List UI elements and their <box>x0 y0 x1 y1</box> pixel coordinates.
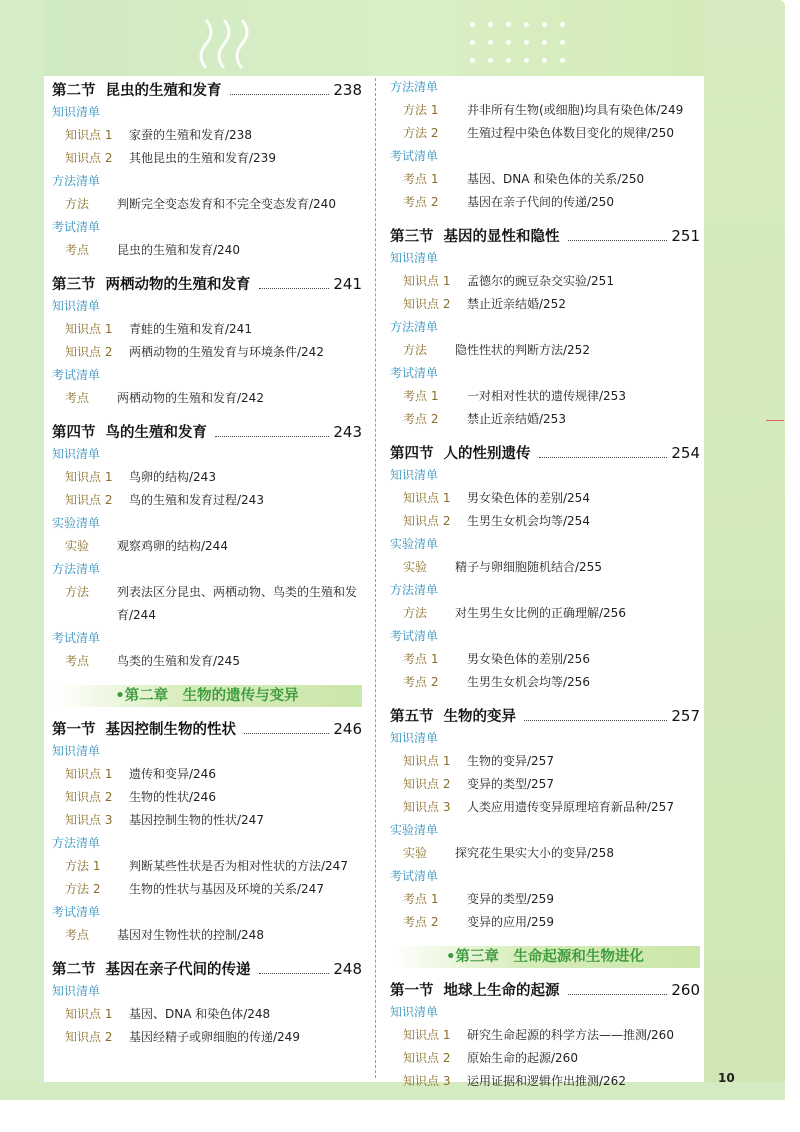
entry-tag: 方法 1 <box>403 103 439 117</box>
entry-text: 生男生女机会均等/254 <box>467 514 590 528</box>
dot-leader <box>230 94 330 95</box>
entry-text: 两栖动物的生殖和发育/242 <box>117 391 264 405</box>
toc-entry[interactable] <box>390 293 700 316</box>
entry-text: 其他昆虫的生殖和发育/239 <box>129 151 276 165</box>
dot-decoration <box>542 22 547 27</box>
category-label: 实验清单 <box>390 823 439 837</box>
toc-entry[interactable] <box>390 671 700 694</box>
entry-tag: 知识点 2 <box>65 790 113 804</box>
entry-text: 探究花生果实大小的变异/258 <box>455 846 614 860</box>
entry-tag: 知识点 2 <box>65 151 113 165</box>
toc-entry[interactable] <box>52 924 362 947</box>
entry-tag: 知识点 3 <box>403 800 451 814</box>
section-page: 246 <box>333 720 362 738</box>
entry-tag: 考点 <box>65 243 90 257</box>
section-page: 241 <box>333 275 362 293</box>
toc-entry[interactable] <box>390 339 700 362</box>
category-label: 知识清单 <box>52 105 101 119</box>
entry-text: 男女染色体的差别/256 <box>467 652 590 666</box>
toc-entry[interactable] <box>52 581 362 627</box>
dot-leader <box>539 457 668 458</box>
entry-text: 隐性性状的判断方法/252 <box>455 343 590 357</box>
section-page: 251 <box>671 227 700 245</box>
entry-text: 列表法区分昆虫、两栖动物、鸟类的生殖和发育/244 <box>117 585 358 622</box>
entry-text: 基因经精子或卵细胞的传递/249 <box>129 1030 300 1044</box>
entry-text: 基因、DNA 和染色体/248 <box>129 1007 271 1021</box>
entry-text: 孟德尔的豌豆杂交实验/251 <box>467 274 614 288</box>
entry-tag: 知识点 1 <box>65 322 113 336</box>
toc-entry[interactable] <box>390 408 700 431</box>
entry-tag: 考点 1 <box>403 172 439 186</box>
entry-tag: 知识点 2 <box>65 345 113 359</box>
toc-entry[interactable] <box>52 786 362 809</box>
toc-entry[interactable] <box>52 1026 362 1049</box>
entry-text: 鸟的生殖和发育过程/243 <box>129 493 264 507</box>
category-label: 方法清单 <box>52 174 101 188</box>
section-page: 254 <box>671 444 700 462</box>
section-number: 第四节 <box>52 425 96 441</box>
entry-text: 生男生女机会均等/256 <box>467 675 590 689</box>
entry-text: 禁止近亲结婚/253 <box>467 412 566 426</box>
toc-entry[interactable] <box>390 510 700 533</box>
entry-text: 判断某些性状是否为相对性状的方法/247 <box>129 859 348 873</box>
entry-text: 基因在亲子代间的传递/250 <box>467 195 614 209</box>
toc-entry[interactable] <box>52 809 362 832</box>
entry-text: 运用证据和逻辑作出推测/262 <box>467 1074 626 1088</box>
dot-decoration <box>524 22 529 27</box>
section-number: 第二节 <box>52 962 96 978</box>
toc-entry[interactable] <box>52 147 362 170</box>
dot-leader <box>259 973 330 974</box>
toc-entry[interactable] <box>390 556 700 579</box>
dot-decoration <box>524 58 529 63</box>
entry-text: 基因控制生物的性状/247 <box>129 813 264 827</box>
dot-decoration <box>560 22 565 27</box>
dot-decoration <box>542 58 547 63</box>
entry-text: 变异的类型/259 <box>467 892 554 906</box>
entry-tag: 知识点 3 <box>403 1074 451 1088</box>
entry-text: 生殖过程中染色体数目变化的规律/250 <box>467 126 674 140</box>
dot-leader <box>568 240 668 241</box>
entry-tag: 知识点 2 <box>403 1051 451 1065</box>
category-label: 实验清单 <box>390 537 439 551</box>
category-label: 考试清单 <box>390 629 439 643</box>
entry-tag: 知识点 1 <box>403 491 451 505</box>
entry-text: 判断完全变态发育和不完全变态发育/240 <box>117 197 336 211</box>
category-label: 方法清单 <box>52 836 101 850</box>
section-number: 第四节 <box>390 446 434 462</box>
category-label: 知识清单 <box>52 447 101 461</box>
category-label: 知识清单 <box>390 251 439 265</box>
entry-text: 一对相对性状的遗传规律/253 <box>467 389 626 403</box>
toc-entry[interactable] <box>390 888 700 911</box>
entry-tag: 考点 2 <box>403 195 439 209</box>
entry-tag: 考点 <box>65 654 90 668</box>
entry-text: 人类应用遗传变异原理培育新品种/257 <box>467 800 674 814</box>
entry-text: 观察鸡卵的结构/244 <box>117 539 228 553</box>
entry-tag: 知识点 2 <box>403 297 451 311</box>
section-number: 第二节 <box>52 83 96 99</box>
entry-tag: 方法 2 <box>403 126 439 140</box>
dot-decoration <box>560 40 565 45</box>
entry-tag: 方法 <box>65 197 90 211</box>
section-heading[interactable] <box>52 80 362 101</box>
entry-tag: 方法 <box>65 585 90 599</box>
toc-entry[interactable] <box>52 193 362 216</box>
section-heading[interactable] <box>52 719 362 740</box>
entry-text: 变异的应用/259 <box>467 915 554 929</box>
toc-entry[interactable] <box>390 842 700 865</box>
dot-decoration <box>470 58 475 63</box>
section-page: 248 <box>333 960 362 978</box>
dot-grid-decoration <box>470 18 580 72</box>
section-heading[interactable] <box>52 422 362 443</box>
category-label: 方法清单 <box>52 562 101 576</box>
entry-text: 禁止近亲结婚/252 <box>467 297 566 311</box>
category-label: 考试清单 <box>52 220 101 234</box>
toc-entry[interactable] <box>52 124 362 147</box>
left-decor-band <box>0 0 44 1090</box>
entry-tag: 方法 1 <box>65 859 101 873</box>
entry-tag: 考点 2 <box>403 412 439 426</box>
category-label: 方法清单 <box>390 583 439 597</box>
dot-decoration <box>506 58 511 63</box>
toc-entry[interactable] <box>390 1070 700 1093</box>
entry-text: 青蛙的生殖和发育/241 <box>129 322 252 336</box>
toc-left-column <box>52 76 362 1049</box>
entry-tag: 知识点 3 <box>65 813 113 827</box>
section-number: 第三节 <box>390 229 434 245</box>
section-number: 第五节 <box>390 709 434 725</box>
toc-entry[interactable] <box>390 796 700 819</box>
dot-decoration <box>470 22 475 27</box>
edge-mark <box>766 420 784 421</box>
category-label: 考试清单 <box>390 149 439 163</box>
toc-entry[interactable] <box>390 1024 700 1047</box>
dot-decoration <box>470 40 475 45</box>
entry-tag: 方法 <box>403 343 428 357</box>
entry-text: 遗传和变异/246 <box>129 767 216 781</box>
entry-tag: 实验 <box>403 560 428 574</box>
entry-tag: 知识点 1 <box>403 754 451 768</box>
category-label: 方法清单 <box>390 320 439 334</box>
section-heading[interactable] <box>390 226 700 247</box>
toc-entry[interactable] <box>390 487 700 510</box>
entry-text: 对生男生女比例的正确理解/256 <box>455 606 626 620</box>
toc-entry[interactable] <box>390 750 700 773</box>
entry-text: 并非所有生物(或细胞)均具有染色体/249 <box>467 103 684 117</box>
category-label: 知识清单 <box>52 984 101 998</box>
chapter-banner[interactable]: •第二章 生物的遗传与变异 <box>52 685 362 707</box>
dot-leader <box>215 436 329 437</box>
entry-tag: 考点 1 <box>403 892 439 906</box>
entry-tag: 考点 1 <box>403 652 439 666</box>
right-decor-band <box>704 0 785 1100</box>
section-title: 基因的显性和隐性 <box>443 229 560 245</box>
section-title: 基因在亲子代间的传递 <box>105 962 251 978</box>
entry-tag: 知识点 1 <box>65 128 113 142</box>
chapter-banner[interactable]: •第三章 生命起源和生物进化 <box>390 946 700 968</box>
toc-entry[interactable] <box>52 878 362 901</box>
entry-tag: 考点 2 <box>403 915 439 929</box>
entry-tag: 方法 2 <box>65 882 101 896</box>
category-label: 考试清单 <box>390 869 439 883</box>
toc-entry[interactable] <box>52 489 362 512</box>
section-heading[interactable] <box>390 443 700 464</box>
section-page: 260 <box>671 981 700 999</box>
entry-tag: 知识点 1 <box>403 1028 451 1042</box>
section-heading[interactable] <box>390 980 700 1001</box>
entry-text: 鸟类的生殖和发育/245 <box>117 654 240 668</box>
entry-tag: 考点 <box>65 928 90 942</box>
entry-tag: 知识点 1 <box>65 470 113 484</box>
top-decor-band <box>0 0 785 76</box>
category-label: 知识清单 <box>390 468 439 482</box>
category-label: 实验清单 <box>52 516 101 530</box>
entry-text: 家蚕的生殖和发育/238 <box>129 128 252 142</box>
toc-entry[interactable] <box>52 1003 362 1026</box>
entry-text: 精子与卵细胞随机结合/255 <box>455 560 602 574</box>
section-title: 基因控制生物的性状 <box>105 722 236 738</box>
page-number: 10 <box>718 1071 735 1085</box>
toc-entry[interactable] <box>52 535 362 558</box>
section-heading[interactable] <box>52 959 362 980</box>
entry-text: 生物的变异/257 <box>467 754 554 768</box>
section-page: 243 <box>333 423 362 441</box>
toc-entry[interactable] <box>52 855 362 878</box>
entry-text: 生物的性状/246 <box>129 790 216 804</box>
section-title: 生物的变异 <box>443 709 516 725</box>
toc-entry[interactable] <box>390 773 700 796</box>
entry-tag: 知识点 1 <box>403 274 451 288</box>
section-title: 两栖动物的生殖和发育 <box>105 277 251 293</box>
dot-leader <box>259 288 330 289</box>
dot-decoration <box>506 22 511 27</box>
category-label: 知识清单 <box>52 744 101 758</box>
dot-decoration <box>506 40 511 45</box>
toc-entry[interactable] <box>390 99 700 122</box>
dot-decoration <box>560 58 565 63</box>
dot-leader <box>244 733 329 734</box>
entry-tag: 知识点 2 <box>65 1030 113 1044</box>
toc-entry[interactable] <box>390 648 700 671</box>
entry-text: 变异的类型/257 <box>467 777 554 791</box>
toc-entry[interactable] <box>390 270 700 293</box>
toc-entry[interactable] <box>52 341 362 364</box>
toc-entry[interactable] <box>52 239 362 262</box>
entry-tag: 知识点 1 <box>65 1007 113 1021</box>
toc-entry[interactable] <box>52 318 362 341</box>
section-heading[interactable] <box>390 706 700 727</box>
entry-text: 生物的性状与基因及环境的关系/247 <box>129 882 324 896</box>
dot-decoration <box>488 58 493 63</box>
section-heading[interactable] <box>52 274 362 295</box>
toc-entry[interactable] <box>390 122 700 145</box>
entry-text: 男女染色体的差别/254 <box>467 491 590 505</box>
category-label: 考试清单 <box>52 368 101 382</box>
category-label: 考试清单 <box>390 366 439 380</box>
entry-text: 鸟卵的结构/243 <box>129 470 216 484</box>
wave-decoration <box>196 18 266 74</box>
entry-tag: 考点 1 <box>403 389 439 403</box>
category-label: 知识清单 <box>390 731 439 745</box>
toc-right-column <box>390 76 700 1093</box>
entry-text: 基因对生物性状的控制/248 <box>117 928 264 942</box>
section-number: 第一节 <box>52 722 96 738</box>
entry-text: 两栖动物的生殖发育与环境条件/242 <box>129 345 324 359</box>
section-number: 第三节 <box>52 277 96 293</box>
toc-entry[interactable] <box>390 1047 700 1070</box>
section-title: 鸟的生殖和发育 <box>105 425 207 441</box>
entry-tag: 考点 2 <box>403 675 439 689</box>
dot-decoration <box>524 40 529 45</box>
section-title: 人的性别遗传 <box>443 446 531 462</box>
entry-tag: 知识点 2 <box>403 514 451 528</box>
category-label: 考试清单 <box>52 905 101 919</box>
entry-tag: 实验 <box>65 539 90 553</box>
dot-leader <box>524 720 667 721</box>
toc-entry[interactable] <box>52 650 362 673</box>
dot-leader <box>568 994 668 995</box>
toc-entry[interactable] <box>52 466 362 489</box>
entry-tag: 知识点 2 <box>403 777 451 791</box>
entry-tag: 知识点 2 <box>65 493 113 507</box>
entry-tag: 知识点 1 <box>65 767 113 781</box>
toc-entry[interactable] <box>390 911 700 934</box>
section-page: 238 <box>333 81 362 99</box>
entry-tag: 方法 <box>403 606 428 620</box>
toc-entry[interactable] <box>52 387 362 410</box>
column-divider <box>375 78 376 1078</box>
category-label: 考试清单 <box>52 631 101 645</box>
section-page: 257 <box>671 707 700 725</box>
toc-entry[interactable] <box>52 763 362 786</box>
toc-entry[interactable] <box>390 385 700 408</box>
entry-text: 基因、DNA 和染色体的关系/250 <box>467 172 645 186</box>
entry-tag: 考点 <box>65 391 90 405</box>
category-label: 知识清单 <box>52 299 101 313</box>
entry-text: 原始生命的起源/260 <box>467 1051 578 1065</box>
entry-text: 昆虫的生殖和发育/240 <box>117 243 240 257</box>
section-number: 第一节 <box>390 983 434 999</box>
entry-tag: 实验 <box>403 846 428 860</box>
dot-decoration <box>542 40 547 45</box>
category-label: 知识清单 <box>390 1005 439 1019</box>
toc-entry[interactable] <box>390 168 700 191</box>
toc-entry[interactable] <box>390 602 700 625</box>
section-title: 昆虫的生殖和发育 <box>105 83 222 99</box>
section-title: 地球上生命的起源 <box>443 983 560 999</box>
toc-entry[interactable] <box>390 191 700 214</box>
dot-decoration <box>488 22 493 27</box>
entry-text: 研究生命起源的科学方法——推测/260 <box>467 1028 674 1042</box>
category-label: 方法清单 <box>390 80 439 94</box>
dot-decoration <box>488 40 493 45</box>
